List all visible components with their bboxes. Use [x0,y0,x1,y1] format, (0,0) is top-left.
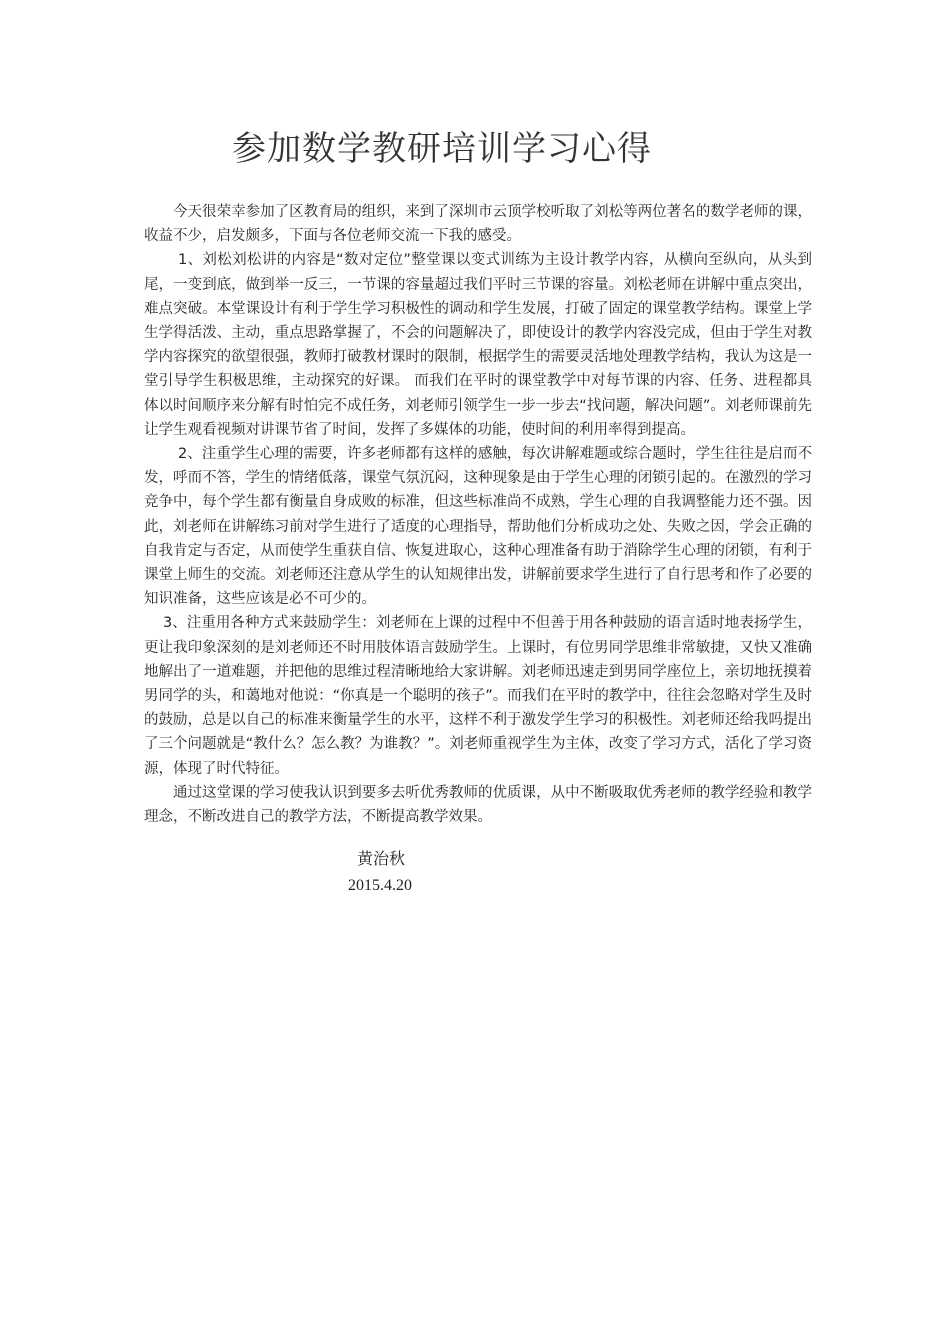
document-date: 2015.4.20 [348,877,412,894]
author-signature: 黄治秋 [357,849,406,868]
paragraph-point-2: 2、注重学生心理的需要，许多老师都有这样的感触，每次讲解难题或综合题时，学生往往是启而不发，呼而不答，学生的情绪低落，课堂气氛沉闷，这种现象是由于学生心理的闭锁引起的。在激烈的学习竞争中，每个学生都有衡量自身成败的标准，但这些标准尚不成熟，学生心理的自我调整能力还不强。因此，刘老师在讲解练习前对学生进行了适度的心理指导，帮助他们分析成功之处、失败之因，学会正确的自我肯定与否定，从而使学生重获自信、恢复进取心，这种心理准备有助于消除学生心理的闭锁，有利于课堂上师生的交流。刘老师还注意从学生的认知规律出发，讲解前要求学生进行了自行思考和作了必要的知识准备，这些应该是必不可少的。 [144,446,812,608]
paragraph-point-1: 1、刘松刘松讲的内容是“数对定位”整堂课以变式训练为主设计教学内容，从横向至纵向，从头到尾，一变到底，做到举一反三，一节课的容量超过我们平时三节课的容量。刘松老师在讲解中重点突出，难点突破。本堂课设计有利于学生学习积极性的调动和学生发展，打破了固定的课堂教学结构。课堂上学生学得活泼、主动，重点思路掌握了，不会的问题解决了，即使设计的教学内容没完成，但由于学生对教学内容探究的欲望很强，教师打破教材课时的限制，根据学生的需要灵活地处理教学结构，我认为这是一堂引导学生积极思维，主动探究的好课。 而我们在平时的课堂教学中对每节课的内容、任务、进程都具体以时间顺序来分解有时怕完不成任务，刘老师引领学生一步一步去“找问题，解决问题”。刘老师课前先让学生观看视频对讲课节省了时间，发挥了多媒体的功能，使时间的利用率得到提高。 [144,252,812,438]
document-title: 参加数学教研培训学习心得 [232,129,652,169]
document-body [144,200,812,829]
paragraph-point-3: 3、注重用各种方式来鼓励学生：刘老师在上课的过程中不但善于用各种鼓励的语言适时地表扬学生，更让我印象深刻的是刘老师还不时用肢体语言鼓励学生。上课时，有位男同学思维非常敏捷，又快又准确地解出了一道难题，并把他的思维过程清晰地给大家讲解。刘老师迅速走到男同学座位上，亲切地抚摸着男同学的头，和蔼地对他说：“你真是一个聪明的孩子”。而我们在平时的教学中，往往会忽略对学生及时的鼓励，总是以自己的标准来衡量学生的水平，这样不利于激发学生学习的积极性。刘老师还给我吗提出了三个问题就是“教什么？怎么教？为谁教？”。刘老师重视学生为主体，改变了学习方式，活化了学习资源，体现了时代特征。 [144,615,812,777]
paragraph-conclusion: 通过这堂课的学习使我认识到要多去听优秀教师的优质课，从中不断吸取优秀老师的教学经验和教学理念，不断改进自己的教学方法，不断提高教学效果。 [144,784,812,826]
paragraph-intro: 今天很荣幸参加了区教育局的组织，来到了深圳市云顶学校听取了刘松等两位著名的数学老师的课，收益不少，启发颇多，下面与各位老师交流一下我的感受。 [144,204,812,245]
